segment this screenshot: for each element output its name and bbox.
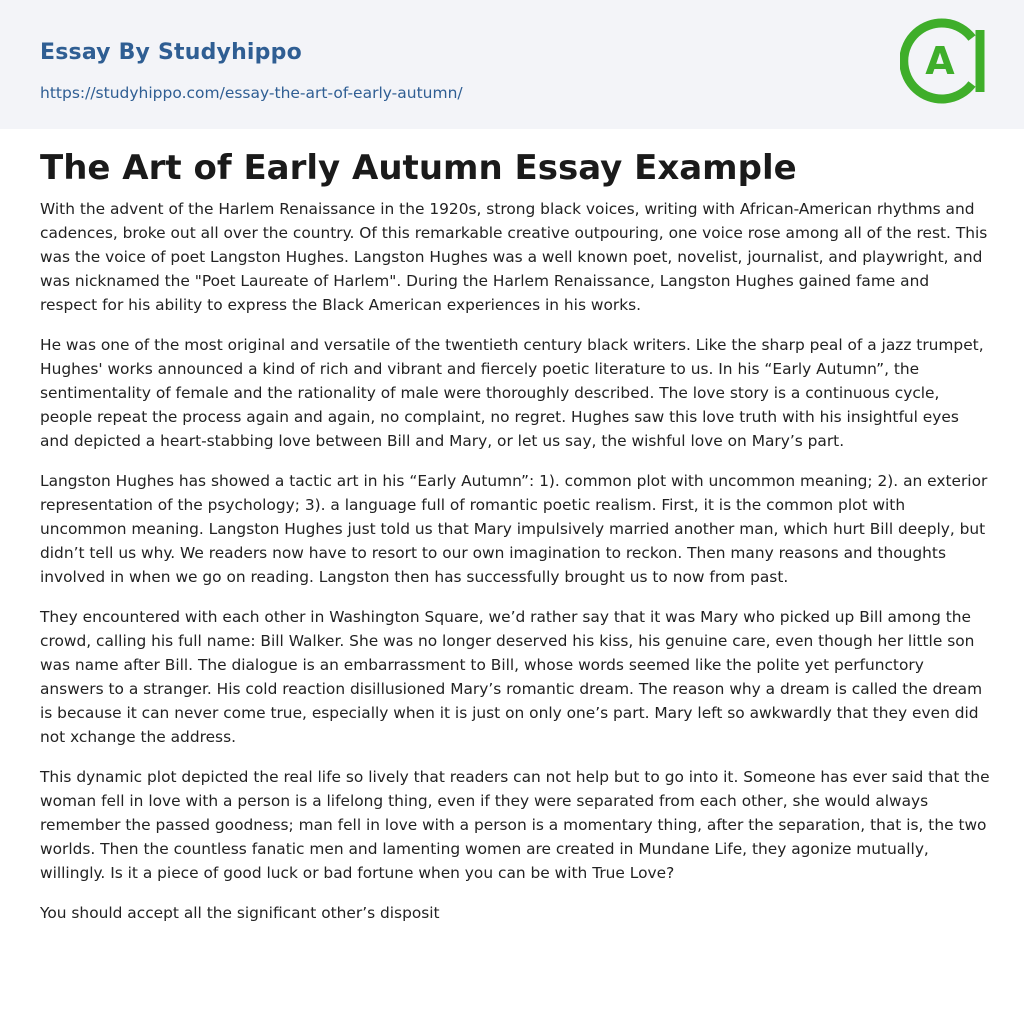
logo-letter: A <box>925 39 955 83</box>
article <box>40 144 990 941</box>
article-paragraph-truncated: You should accept all the significant other’s disposit <box>40 904 440 922</box>
article-paragraph: This dynamic plot depicted the real life so lively that readers can not help but to go into it. Someone has ever said that the woman fell in love with a person is a lifelong thing, even if they were separated from each other, she would always remember the passed goodness; man fell in love with a person is a momentary thing, after the separation, that is, the two worlds. Then the countless fanatic men and lamenting women are created in Mundane Life, they agonize mutually, willingly. Is it a piece of good luck or bad fortune when you can be with True Love? <box>40 768 990 882</box>
page-url-link[interactable]: https://studyhippo.com/essay-the-art-of-early-autumn/ <box>40 84 463 102</box>
article-paragraph: They encountered with each other in Washington Square, we’d rather say that it was Mary who picked up Bill among the crowd, calling his full name: Bill Walker. She was no longer deserved his kiss, his genuine care, even though her little son was name after Bill. The dialogue is an embarrassment to Bill, whose words seemed like the polite yet perfunctory answers to a stranger. His cold reaction disillusioned Mary’s romantic dream. The reason why a dream is called the dream is because it can never come true, especially when it is just on only one’s part. Mary left so awkwardly that they even did not xchange the address. <box>40 608 983 746</box>
studyhippo-logo-icon[interactable] <box>900 16 990 106</box>
site-brand[interactable]: Essay By Studyhippo <box>40 40 302 65</box>
article-title: The Art of Early Autumn Essay Example <box>40 148 797 188</box>
article-paragraph: He was one of the most original and versatile of the twentieth century black writers. Like the sharp peal of a jazz trumpet, Hughes' works announced a kind of rich and vibrant and fiercely poetic literature to us. In his “Early Autumn”, the sentimentality of female and the rationality of male were thoroughly described. The love story is a continuous cycle, people repeat the process again and again, no complaint, no regret. Hughes saw this love truth with his insightful eyes and depicted a heart-stabbing love between Bill and Mary, or let us say, the wishful love on Mary’s part. <box>40 336 984 450</box>
article-paragraph: Langston Hughes has showed a tactic art in his “Early Autumn”: 1). common plot with uncommon meaning; 2). an exterior representation of the psychology; 3). a language full of romantic poetic realism. First, it is the common plot with uncommon meaning. Langston Hughes just told us that Mary impulsively married another man, which hurt Bill deeply, but didn’t tell us why. We readers now have to resort to our own imagination to reckon. Then many reasons and thoughts involved in when we go on reading. Langston then has successfully brought us to now from past. <box>40 472 988 586</box>
article-paragraph: With the advent of the Harlem Renaissance in the 1920s, strong black voices, writing with African-American rhythms and cadences, broke out all over the country. Of this remarkable creative outpouring, one voice rose among all of the rest. This was the voice of poet Langston Hughes. Langston Hughes was a well known poet, novelist, journalist, and playwright, and was nicknamed the "Poet Laureate of Harlem". During the Harlem Renaissance, Langston Hughes gained fame and respect for his ability to express the Black American experiences in his works. <box>40 200 988 314</box>
site-header <box>0 0 1024 129</box>
